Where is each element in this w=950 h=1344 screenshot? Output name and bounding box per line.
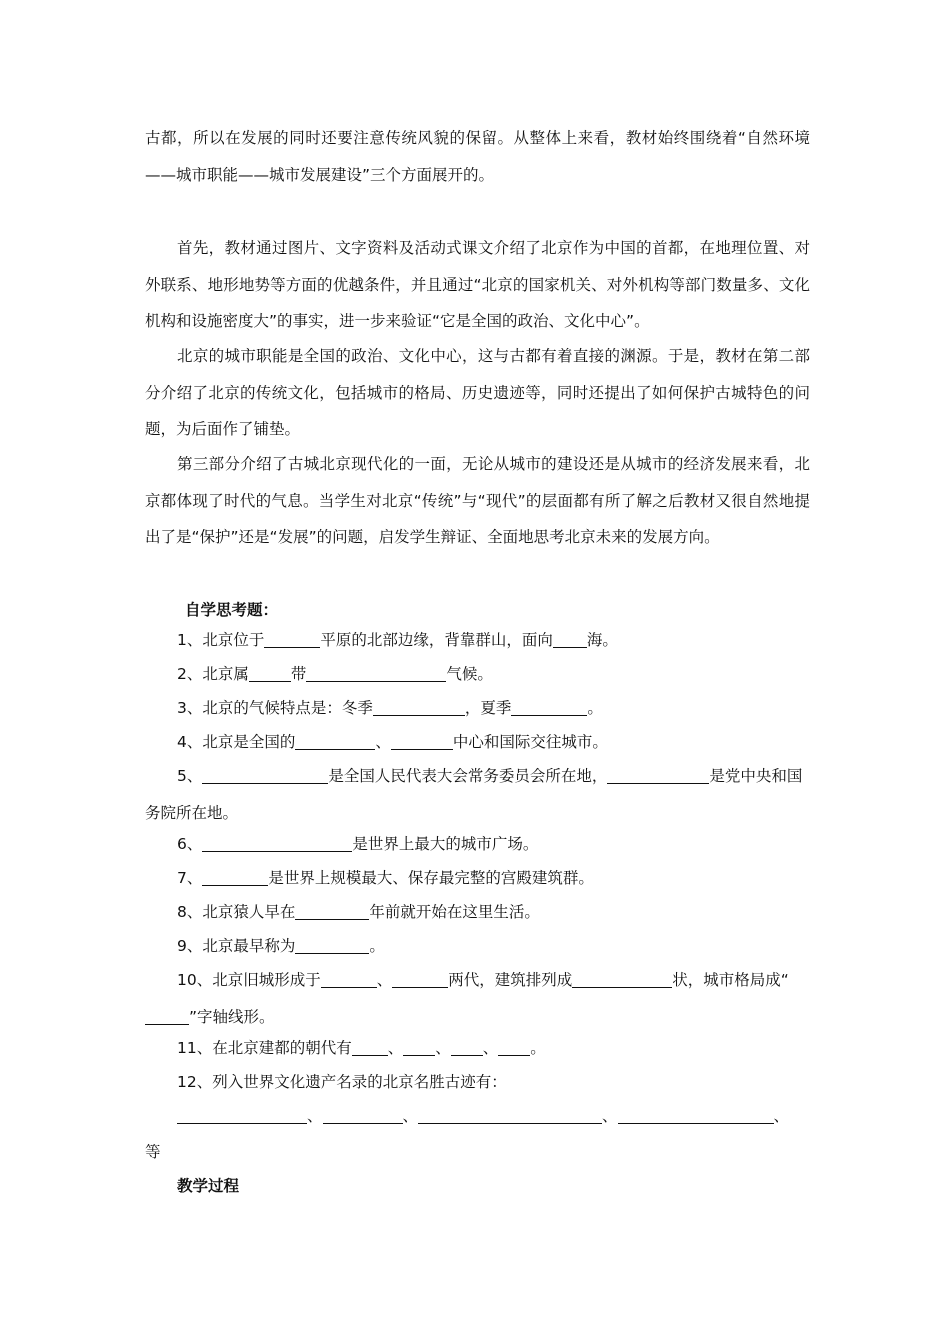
answer-blank[interactable]: [391, 733, 453, 750]
answer-blank[interactable]: [295, 937, 369, 954]
question-11: 11、在北京建都的朝代有 、 、 、 。: [177, 1039, 546, 1057]
answer-blank[interactable]: [392, 971, 448, 988]
question-8: 8、北京猿人早在 年前就开始在这里生活。: [177, 903, 540, 921]
paragraph-intro-3: 北京的城市职能是全国的政治、文化中心，这与古都有着直接的渊源。于是，教材在第二部分介绍了北京的传统文化，包括城市的格局、历史遗迹等，同时还提出了如何保护古城特色的问题，为后面作了铺垫。: [145, 347, 810, 438]
answer-blank[interactable]: [418, 1107, 602, 1124]
question-1: 1、北京位于 平原的北部边缘，背靠群山，面向 海。: [177, 631, 618, 649]
answer-blank[interactable]: [202, 869, 268, 886]
answer-blank[interactable]: [511, 699, 587, 716]
answer-blank[interactable]: [321, 971, 377, 988]
answer-blank[interactable]: [145, 1008, 189, 1025]
answer-blank[interactable]: [498, 1039, 530, 1056]
answer-blank[interactable]: [607, 767, 709, 784]
answer-blank[interactable]: [177, 1107, 307, 1124]
question-6: 6、 是世界上最大的城市广场。: [177, 835, 539, 853]
answer-blank[interactable]: [373, 699, 465, 716]
answer-blank[interactable]: [451, 1039, 483, 1056]
question-12: 12、列入世界文化遗产名录的北京名胜古迹有：: [177, 1073, 507, 1091]
question-4: 4、北京是全国的 、 中心和国际交往城市。: [177, 733, 608, 751]
paragraph-intro-2: 首先，教材通过图片、文字资料及活动式课文介绍了北京作为中国的首都，在地理位置、对外联系、地形地势等方面的优越条件，并且通过“北京的国家机关、对外机构等部门数量多、文化机构和设施密度大”的事实，进一步来验证“它是全国的政治、文化中心”。: [145, 239, 810, 330]
answer-blank[interactable]: [295, 733, 375, 750]
answer-blank[interactable]: [323, 1107, 403, 1124]
answer-blank[interactable]: [295, 903, 369, 920]
answer-blank[interactable]: [202, 767, 328, 784]
teaching-process-heading: 教学过程: [177, 1177, 240, 1195]
answer-blank[interactable]: [403, 1039, 435, 1056]
answer-blank[interactable]: [572, 971, 672, 988]
self-study-heading: 自学思考题：: [185, 601, 279, 619]
answer-blank[interactable]: [553, 631, 587, 648]
question-7: 7、 是世界上规模最大、保存最完整的宫殿建筑群。: [177, 869, 594, 887]
question-2: 2、北京属 带 气候。: [177, 665, 493, 683]
answer-blank[interactable]: [306, 665, 446, 682]
question-12-etc: 等: [145, 1143, 161, 1161]
answer-blank[interactable]: [618, 1107, 774, 1124]
question-10: 10、北京旧城形成于 、 两代，建筑排列成 状，城市格局成“”字轴线形。: [145, 962, 810, 1035]
answer-blank[interactable]: [352, 1039, 388, 1056]
question-9: 9、北京最早称为 。: [177, 937, 385, 955]
answer-blank[interactable]: [202, 835, 352, 852]
paragraph-intro-1: 古都，所以在发展的同时还要注意传统风貌的保留。从整体上来看，教材始终围绕着“自然环境——城市职能——城市发展建设”三个方面展开的。: [145, 129, 810, 184]
paragraph-intro-4: 第三部分介绍了古城北京现代化的一面，无论从城市的建设还是从城市的经济发展来看，北京都体现了时代的气息。当学生对北京“传统”与“现代”的层面都有所了解之后教材又很自然地提出了是“保护”还是“发展”的问题，启发学生辩证、全面地思考北京未来的发展方向。: [145, 455, 810, 546]
question-5: 5、 是全国人民代表大会常务委员会所在地， 是党中央和国务院所在地。: [145, 767, 803, 822]
question-3: 3、北京的气候特点是：冬季 ，夏季 。: [177, 699, 603, 717]
question-12-answers: 、 、 、 、: [177, 1104, 789, 1128]
answer-blank[interactable]: [249, 665, 291, 682]
answer-blank[interactable]: [264, 631, 320, 648]
